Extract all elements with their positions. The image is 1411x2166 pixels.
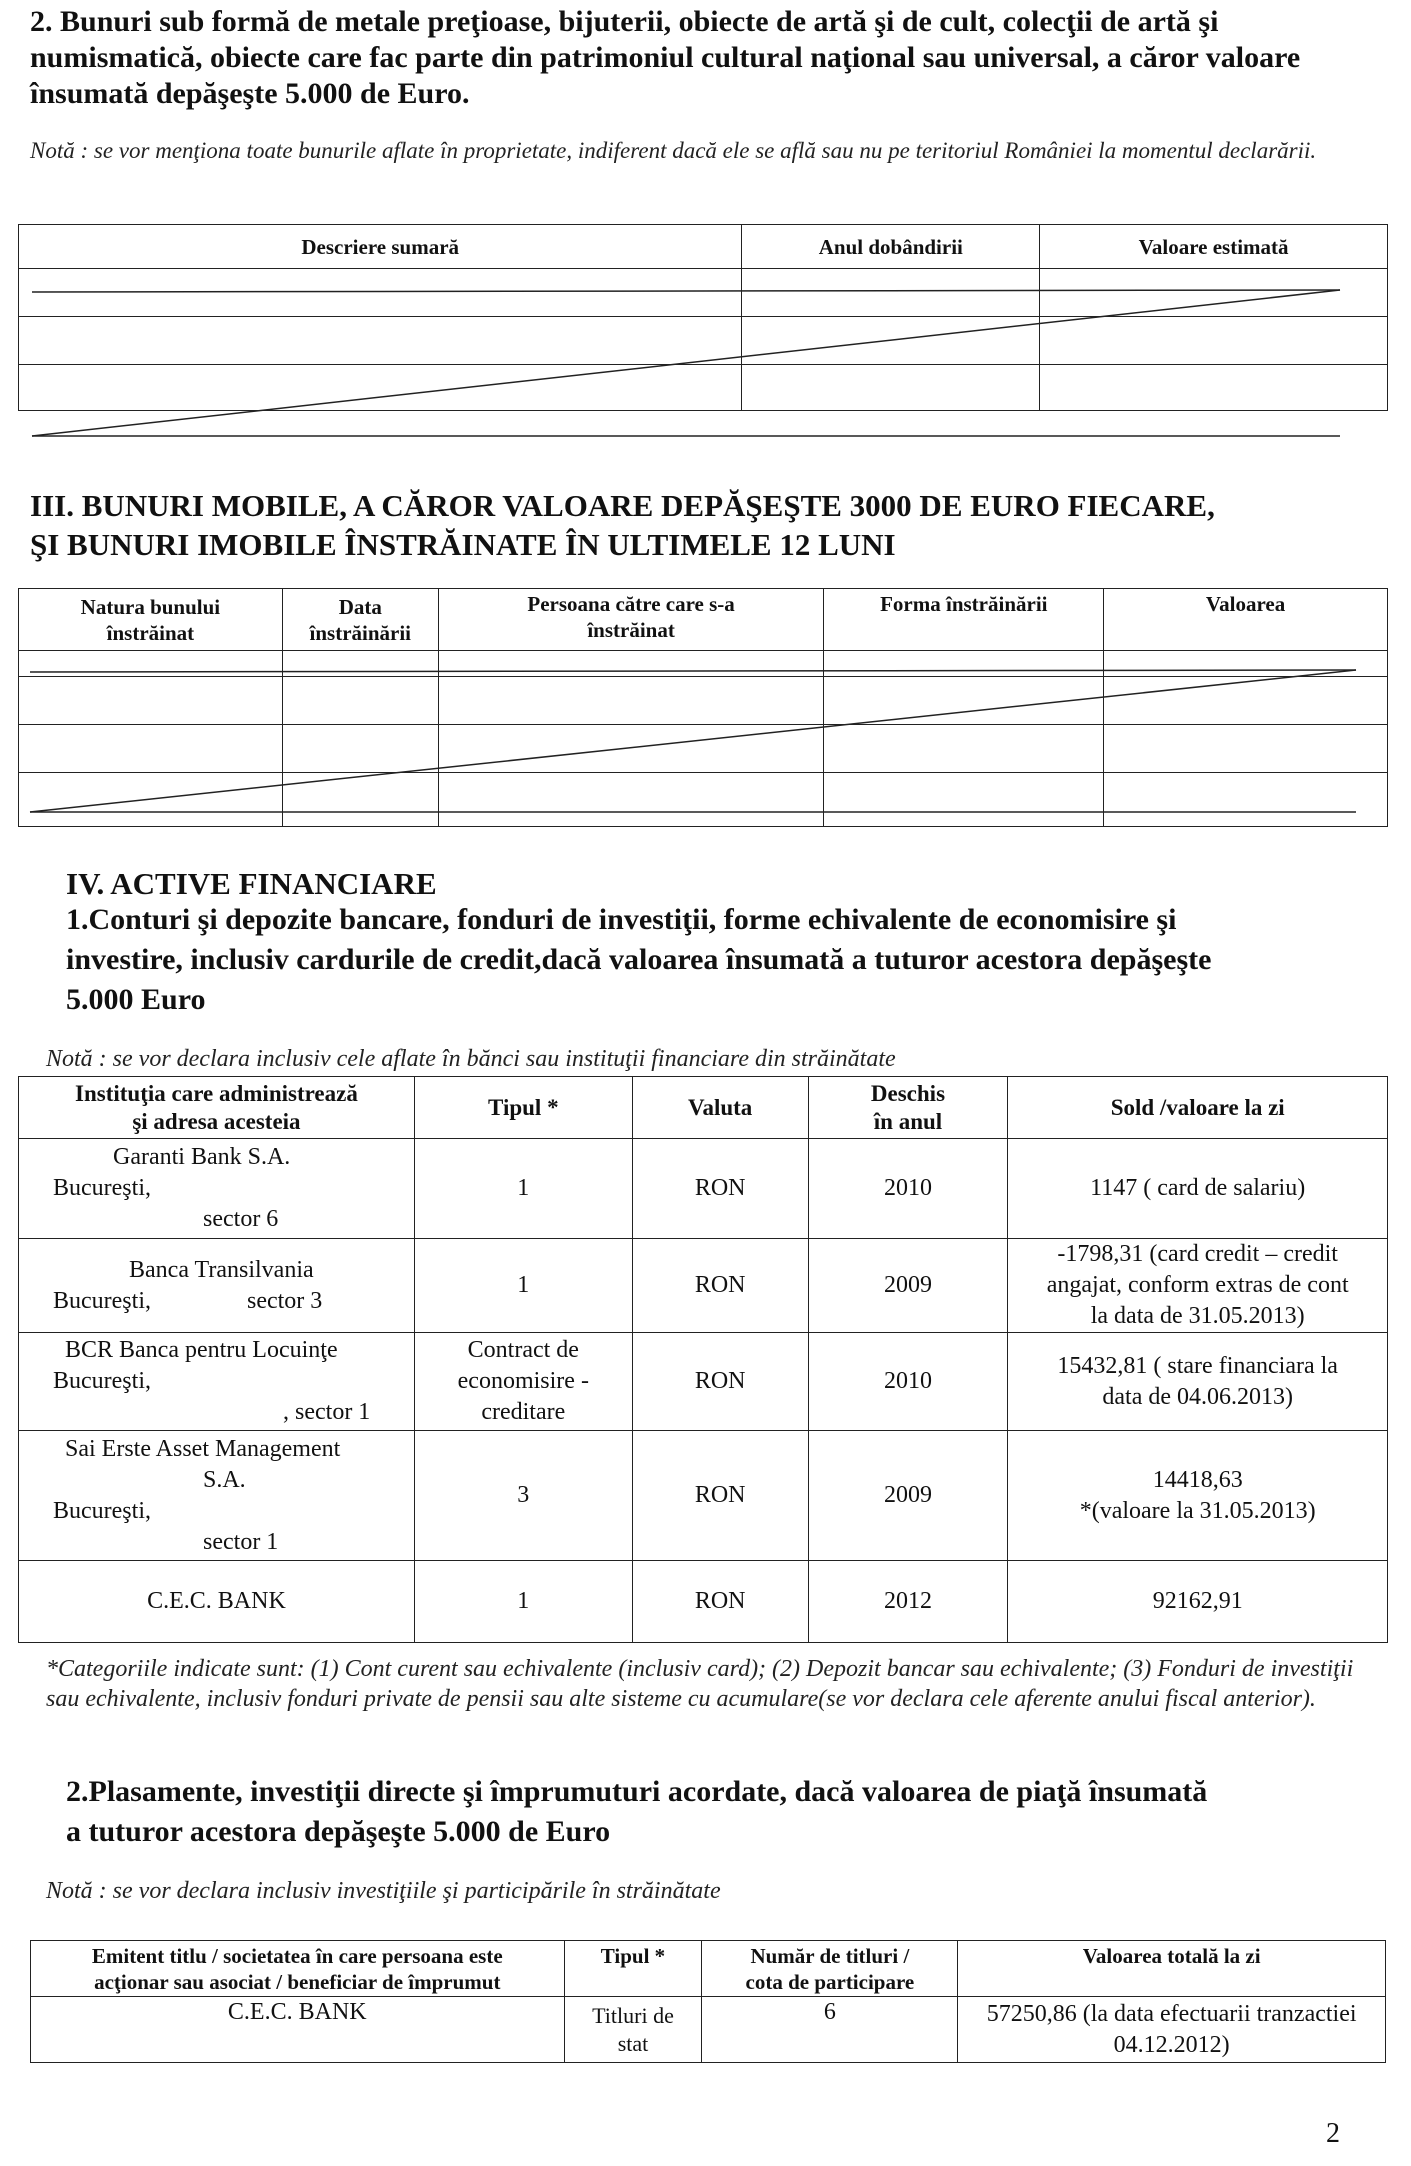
investments-table (30, 1940, 1386, 2063)
accounts-table (18, 1076, 1388, 1643)
th-form: Forma înstrăinării (824, 589, 1104, 651)
th-inv-type: Tipul * (564, 1941, 702, 1997)
section4-sub1-line3: 5.000 Euro (66, 983, 206, 1016)
th-date: Data înstrăinării (282, 589, 438, 651)
section4-sub1-line1: 1.Conturi şi depozite bancare, fonduri de investiţii, forme echivalente de economisire şi (66, 903, 1177, 936)
section3-heading-line1: III. BUNURI MOBILE, A CĂROR VALOARE DEPĂŞEŞTE 3000 DE EURO FIECARE, (30, 488, 1215, 523)
th-description: Descriere sumară (19, 225, 742, 269)
th-institution: Instituţia care administrează şi adresa acesteia (19, 1077, 415, 1139)
th-type: Tipul * (414, 1077, 632, 1139)
section4-sub2-line1: 2.Plasamente, investiţii directe şi împrumuturi acordate, dacă valoarea de piaţă însumată (66, 1775, 1208, 1808)
section4-heading: IV. ACTIVE FINANCIARE (66, 866, 437, 901)
section4-sub2-line2: a tuturor acestora depăşeşte 5.000 de Euro (66, 1815, 611, 1848)
th-total-value: Valoarea totală la zi (958, 1941, 1386, 1997)
section2-heading: 2. Bunuri sub formă de metale preţioase, bijuterii, obiecte de artă şi de cult, colecţii de artă şi numismatică, obiecte care fac parte din patrimoniul cultural naţional sau universal, a căror valoare însumată depăşeşte 5.000 de Euro. (30, 5, 1301, 110)
page-number: 2 (1326, 2118, 1340, 2149)
th-issuer: Emitent titlu / societatea în care persoana este acţionar sau asociat / beneficiar de împrumut (31, 1941, 565, 1997)
section4-sub1-line2: investire, inclusiv cardurile de credit,dacă valoarea însumată a tuturor acestora depăşeşte (66, 943, 1212, 976)
th-count: Număr de titluri / cota de participare (702, 1941, 958, 1997)
table-row: C.E.C. BANK Titluri de stat 6 57250,86 (la data efectuarii tranzactiei 04.12.2012) (31, 1997, 1386, 2063)
th-year-acquired: Anul dobândirii (742, 225, 1040, 269)
table-row: Garanti Bank S.A. Bucureşti, sector 6 1 RON 2010 1147 ( card de salariu) (19, 1139, 1388, 1239)
th-nature: Natura bunului înstrăinat (19, 589, 283, 651)
section3-heading-line2: ŞI BUNURI IMOBILE ÎNSTRĂINATE ÎN ULTIMELE 12 LUNI (30, 527, 896, 562)
section4-note1: Notă : se vor declara inclusiv cele aflate în bănci sau instituţii financiare din străinătate (46, 1046, 896, 1072)
section2-note: Notă : se vor menţiona toate bunurile aflate în proprietate, indiferent dacă ele se află sau nu pe teritoriul României la momentul declarării. (30, 138, 1317, 163)
th-person: Persoana către care s-a înstrăinat (438, 589, 824, 651)
th-opened: Deschis în anul (808, 1077, 1008, 1139)
th-balance: Sold /valoare la zi (1008, 1077, 1388, 1139)
valuables-table (18, 224, 1388, 411)
th-value: Valoarea (1104, 589, 1388, 651)
table-row: Banca Transilvania Bucureşti, sector 3 1 RON 2009 -1798,31 (card credit – credit angajat, conform extras de cont la data de 31.05.2013) (19, 1239, 1388, 1333)
table-row: BCR Banca pentru Locuinţe Bucureşti, , sector 1 Contract de economisire - creditare RON 2010 15432,81 ( stare financiara la data de 04.06.2013) (19, 1333, 1388, 1431)
th-currency: Valuta (632, 1077, 808, 1139)
table-row: Sai Erste Asset Management S.A. Bucureşti, sector 1 3 RON 2009 14418,63 *(valoare la 31.05.2013) (19, 1431, 1388, 1561)
table-row: C.E.C. BANK 1 RON 2012 92162,91 (19, 1561, 1388, 1643)
th-estimated-value: Valoare estimată (1040, 225, 1388, 269)
alienated-goods-table (18, 588, 1388, 827)
section4-note2: Notă : se vor declara inclusiv investiţiile şi participările în străinătate (46, 1878, 721, 1904)
categories-footnote: *Categoriile indicate sunt: (1) Cont curent sau echivalente (inclusiv card); (2) Depozit bancar sau echivalente; (3) Fonduri de investiţii sau echivalente, inclusiv fonduri private de pensii sau alte sisteme cu acumulare(se vor declara cele aferente anului fiscal anterior). (46, 1656, 1354, 1712)
